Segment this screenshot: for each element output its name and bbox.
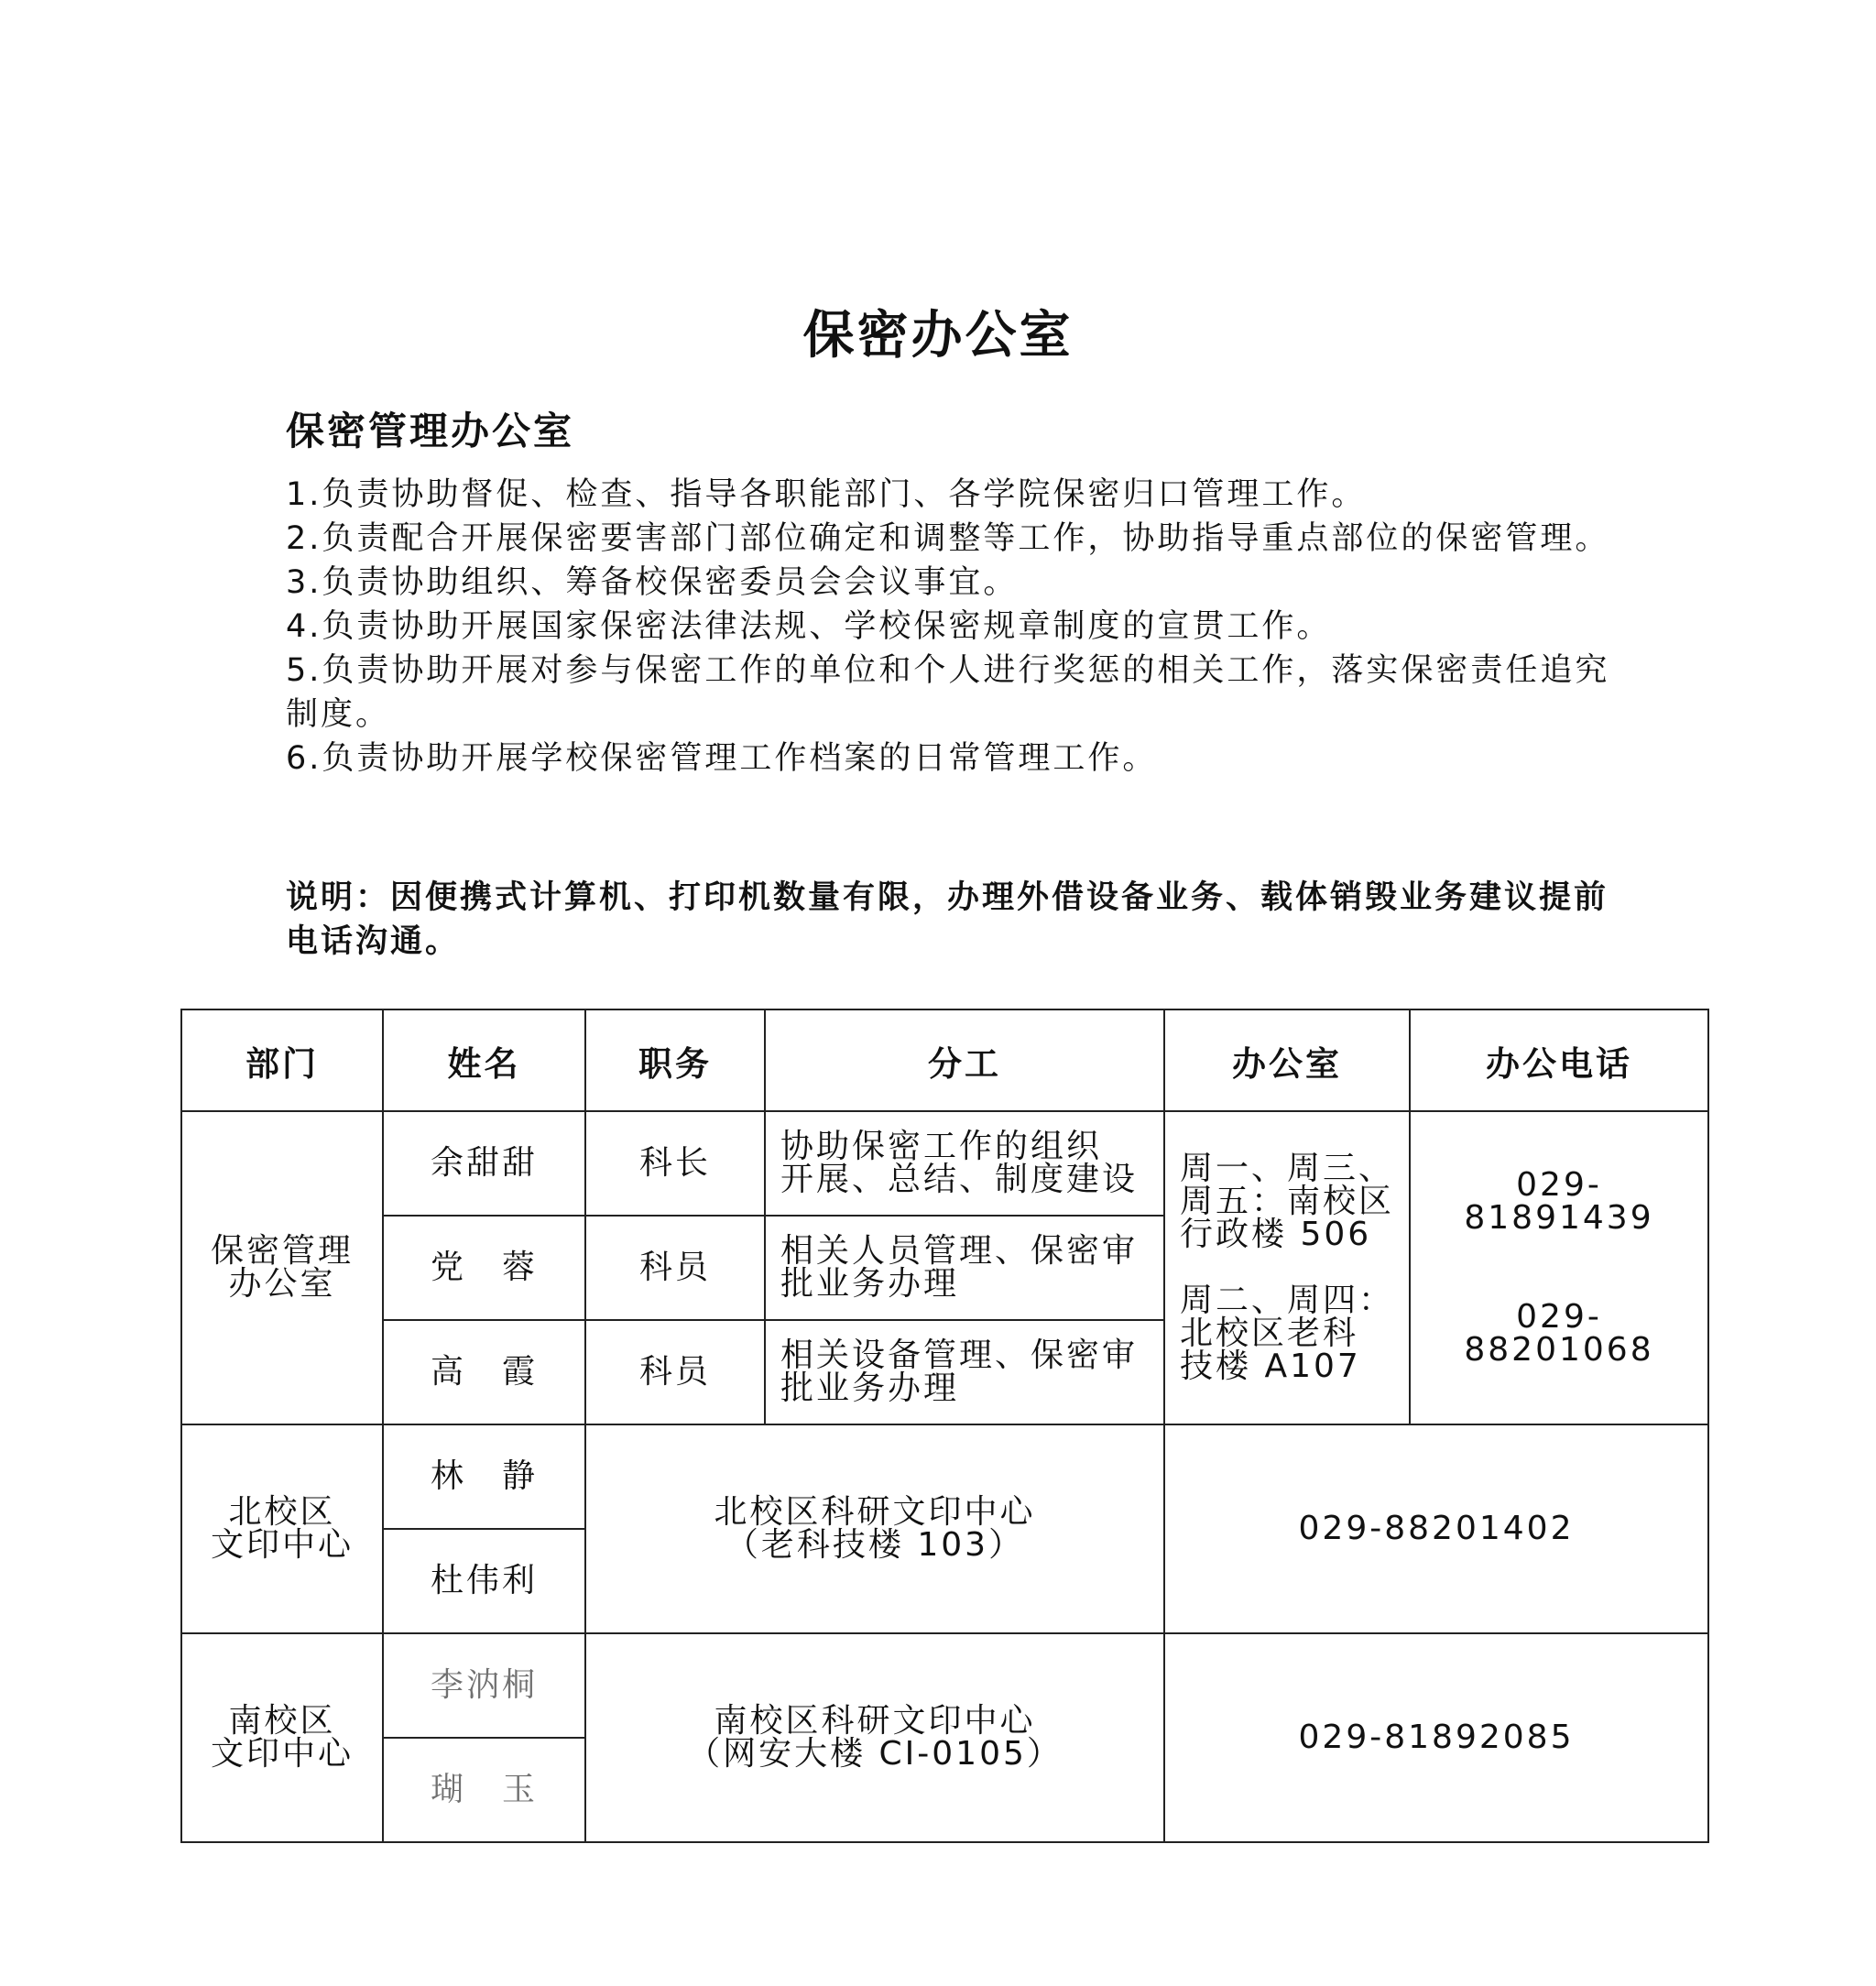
location-text: （老科技楼 103） <box>725 1526 1025 1564</box>
office-text: 周一、周三、 <box>1180 1150 1395 1187</box>
name-cell: 李汭桐 <box>383 1633 585 1738</box>
office-cell <box>1164 1111 1410 1424</box>
page-title: 保密办公室 <box>802 306 1074 366</box>
name-cell: 党 蓉 <box>383 1216 585 1320</box>
dept-name: 办公室 <box>228 1265 336 1303</box>
header-dept: 部门 <box>181 1009 383 1111</box>
office-text: 北校区老科 <box>1180 1315 1359 1352</box>
title-cell: 科长 <box>585 1111 765 1216</box>
name-cell: 林 静 <box>383 1424 585 1529</box>
table-header-row <box>181 1009 1708 1111</box>
name-cell: 杜伟利 <box>383 1529 585 1633</box>
phone-cell <box>1410 1111 1708 1424</box>
duty-text: 协助保密工作的组织 <box>780 1128 1103 1165</box>
title-cell: 科员 <box>585 1216 765 1320</box>
duty-item: 1.负责协助督促、检查、指导各职能部门、各学院保密归口管理工作。 <box>286 476 1367 513</box>
title-cell: 科员 <box>585 1320 765 1424</box>
office-text: 周二、周四： <box>1180 1282 1395 1319</box>
phone-cell: 029-88201402 <box>1164 1424 1708 1633</box>
phone-cell: 029-81892085 <box>1164 1633 1708 1842</box>
office-text: 技楼 A107 <box>1180 1348 1361 1385</box>
header-office: 办公室 <box>1164 1009 1410 1111</box>
dept-cell <box>181 1111 383 1424</box>
duty-text: 开展、总结、制度建设 <box>780 1161 1139 1198</box>
name-cell: 高 霞 <box>383 1320 585 1424</box>
table-row <box>181 1633 1708 1738</box>
duty-cell <box>765 1111 1164 1216</box>
name-cell: 余甜甜 <box>383 1111 585 1216</box>
duty-text: 批业务办理 <box>780 1369 960 1407</box>
dept-name: 文印中心 <box>210 1526 354 1564</box>
table-row <box>181 1111 1708 1216</box>
duty-text: 相关设备管理、保密审 <box>780 1337 1139 1374</box>
office-text: 周五：南校区 <box>1180 1183 1395 1220</box>
duty-cell <box>765 1216 1164 1320</box>
name-cell: 瑚 玉 <box>383 1738 585 1842</box>
dept-name: 保密管理 <box>210 1232 354 1270</box>
dept-name: 南校区 <box>228 1702 336 1740</box>
phone-text: 029-81891439 <box>1464 1166 1654 1237</box>
duty-text: 相关人员管理、保密审 <box>780 1232 1139 1270</box>
duty-item: 2.负责配合开展保密要害部门部位确定和调整等工作，协助指导重点部位的保密管理。 <box>286 520 1610 557</box>
duty-cell <box>765 1320 1164 1424</box>
header-duty: 分工 <box>765 1009 1164 1111</box>
office-text: 行政楼 506 <box>1180 1216 1372 1253</box>
header-phone: 办公电话 <box>1410 1009 1708 1111</box>
location-cell <box>585 1424 1164 1633</box>
location-text: （网安大楼 CI-0105） <box>687 1735 1063 1773</box>
header-title: 职务 <box>585 1009 765 1111</box>
duty-item: 3.负责协助组织、筹备校保密委员会会议事宜。 <box>286 564 1019 601</box>
location-cell <box>585 1633 1164 1842</box>
duty-item: 6.负责协助开展学校保密管理工作档案的日常管理工作。 <box>286 740 1158 777</box>
dept-name: 文印中心 <box>210 1735 354 1773</box>
location-text: 北校区科研文印中心 <box>714 1493 1036 1531</box>
phone-text: 029-88201068 <box>1464 1298 1654 1369</box>
duty-item: 5.负责协助开展对参与保密工作的单位和个人进行奖惩的相关工作，落实保密责任追究制度。 <box>286 652 1610 733</box>
contact-table <box>180 1009 1709 1843</box>
location-text: 南校区科研文印中心 <box>714 1702 1036 1740</box>
note-text: 说明：因便携式计算机、打印机数量有限，办理外借设备业务、载体销毁业务建议提前电话沟通。 <box>286 879 1609 960</box>
dept-cell <box>181 1633 383 1842</box>
header-name: 姓名 <box>383 1009 585 1111</box>
dept-cell <box>181 1424 383 1633</box>
table-row <box>181 1424 1708 1529</box>
duty-item: 4.负责协助开展国家保密法律法规、学校保密规章制度的宣贯工作。 <box>286 608 1332 645</box>
duty-text: 批业务办理 <box>780 1265 960 1303</box>
duty-list <box>286 473 1614 780</box>
dept-name: 北校区 <box>228 1493 336 1531</box>
section-title: 保密管理办公室 <box>286 409 575 453</box>
